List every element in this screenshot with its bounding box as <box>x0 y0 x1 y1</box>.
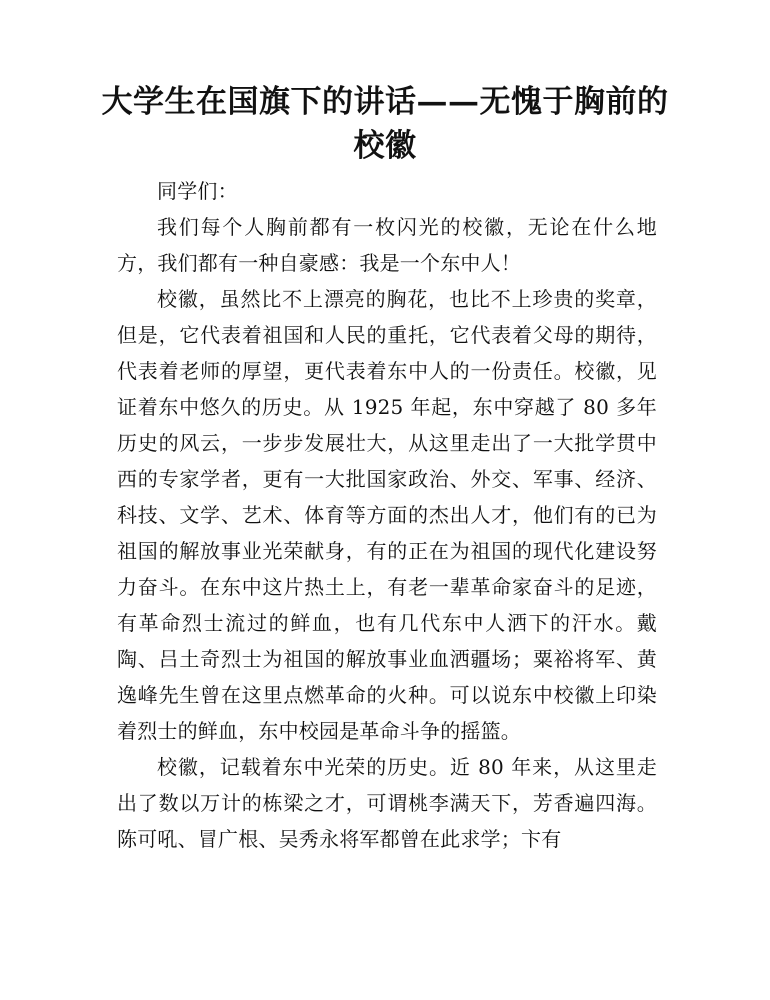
paragraph-badge-history: 校徽，虽然比不上漂亮的胸花，也比不上珍贵的奖章，但是，它代表着祖国和人民的重托，它代表着父母的期待，代表着老师的厚望，更代表着东中人的一份责任。校徽，见证着东中悠久的历史。从 1925 年起，东中穿越了 80 多年历史的风云，一步步发展壮大，从这里走出了一大批学贯中西的专家学者，更有一大批国家政治、外交、军事、经济、科技、文学、艺术、体育等方面的杰出人才，他们有的已为祖国的解放事业光荣献身，有的正在为祖国的现代化建设努力奋斗。在东中这片热土上，有老一辈革命家奋斗的足迹，有革命烈士流过的鲜血，也有几代东中人洒下的汗水。戴陶、吕土奇烈士为祖国的解放事业血洒疆场；粟裕将军、黄逸峰先生曾在这里点燃革命的火种。可以说东中校徽上印染着烈士的鲜血，东中校园是革命斗争的摇篮。 <box>117 287 657 743</box>
document-title: 大学生在国旗下的讲话——无愧于胸前的校徽 <box>101 84 669 164</box>
paragraph-greeting: 同学们： <box>157 179 238 203</box>
document-body <box>117 173 657 857</box>
paragraph-badge-glory: 校徽，记载着东中光荣的历史。近 80 年来，从这里走出了数以万计的栋梁之才，可谓桃李满天下，芳香遍四海。陈可吼、冒广根、吴秀永将军都曾在此求学；卞有 <box>117 755 657 851</box>
paragraph-intro: 我们每个人胸前都有一枚闪光的校徽，无论在什么地方，我们都有一种自豪感：我是一个东中人！ <box>117 215 657 275</box>
